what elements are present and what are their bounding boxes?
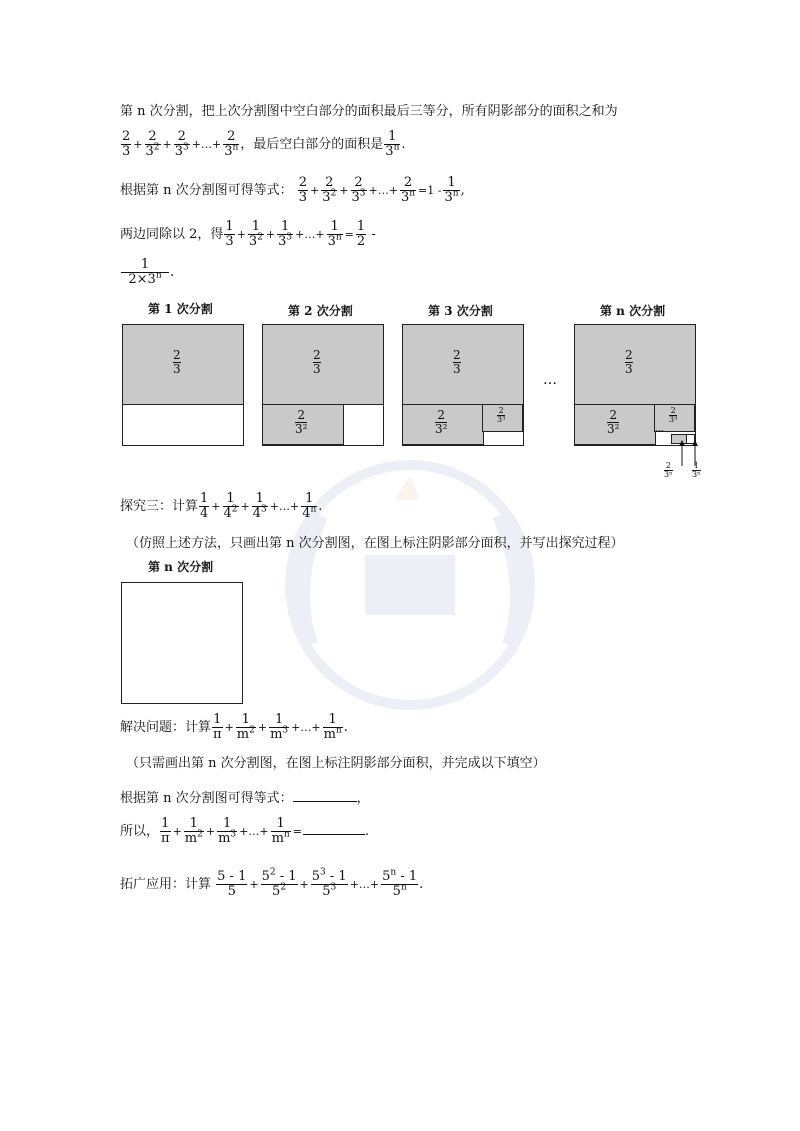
part-n-sum-line: $\frac{2}{3}$ + $\frac{2}{3^2}$ + $\frac{2}{3^3}$ +…+ $\frac{2}{3^n}$ ，最后空白部分的面积是 $\frac{1}{3^n}$ . [122,129,406,159]
explore3-instruction: （仿照上述方法，只画出第 n 次分割图，在图上标注阴影部分面积，并写出探究过程） [126,536,624,551]
fraction-2-3n: $\frac{2}{3^n}$ [224,129,239,159]
shaded-region [122,324,244,405]
equation-intro: 根据第 n 次分割图可得等式： [120,183,293,198]
explore3-figure-title: 第 n 次分割 [148,560,214,574]
remaining-text: ，最后空白部分的面积是 [240,137,384,152]
figure-title-1: 第 1 次分割 [148,302,213,316]
equation-line: 根据第 n 次分割图可得等式： $\frac{2}{3}$ + $\frac{2}{3^2}$ + $\frac{2}{3^3}$ +…+ $\frac{2}{3^n}$ =1 - $\frac{1}{3^n}$ , [120,175,465,205]
solve-equation-line: 根据第 n 次分割图可得等式： ， [120,791,370,806]
figure-1 [122,324,244,446]
label-2-3n: 2 3ⁿ [664,461,673,479]
so-blank[interactable] [303,822,365,835]
figure-3: 2 3 2 3² 2 3³ [402,324,524,446]
watermark-logo [270,445,550,725]
fraction-2-3cube: $\frac{2}{3^3}$ [174,129,189,159]
divide-text: 两边同除以 2，得 [120,227,224,242]
explore3-blank-square[interactable] [121,582,243,704]
extend-line: 拓广应用：计算 $\frac{5 - 1}{5}$ + $\frac{5^2 - 1}{5^2}$ + $\frac{5^3 - 1}{5^3}$ +…+ $\frac{5^n - 1}{5^n}$ . [120,867,424,899]
solve-line: 解决问题：计算 $\frac{1}{\pi}$ + $\frac{1}{m^2}$ + $\frac{1}{m^3}$ +…+ $\frac{1}{m^n}$ . [120,712,348,742]
label-2-3: 2 3 [173,348,181,376]
figure-title-3: 第 3 次分割 [428,304,493,318]
equation-blank[interactable] [293,789,357,802]
divide-line: 两边同除以 2，得 $\frac{1}{3}$ + $\frac{1}{3^2}$ + $\frac{1}{3^3}$ +…+ $\frac{1}{3^n}$ = $\frac{1}{2}$ - [120,219,376,249]
divide-line-cont: $\frac{1}{2\times 3^n}$ . [120,258,174,287]
inner-dots: … [655,425,664,435]
figure-2: 2 3 2 3² [262,324,384,446]
figure-ellipsis: … [543,372,557,388]
fraction-2-3: $\frac{2}{3}$ [122,129,131,159]
figure-title-n: 第 n 次分割 [600,304,666,318]
fraction-2-3sq: $\frac{2}{3^2}$ [145,129,160,159]
explore3-line: 探究三：计算 $\frac{1}{4}$ + $\frac{1}{4^2}$ + $\frac{1}{4^3}$ +…+ $\frac{1}{4^n}$ . [120,491,323,521]
solve-instruction: （只需画出第 n 次分割图，在图上标注阴影部分面积，并完成以下填空） [126,756,546,771]
part-n-line1: 第 n 次分割，把上次分割图中空白部分的面积最后三等分，所有阴影部分的面积之和为 [120,104,618,119]
solve-so-line: 所以， $\frac{1}{\pi}$ + $\frac{1}{m^2}$ + $\frac{1}{m^3}$ +…+ $\frac{1}{m^n}$ = . [120,816,370,846]
figure-n: 2 3 2 3² 2 3³ … [574,324,696,446]
minus-text: - [371,227,376,242]
label-1-3n: 1 3ⁿ [692,461,701,479]
figure-title-2: 第 2 次分割 [288,304,353,318]
fraction-1-3n: $\frac{1}{3^n}$ [385,129,400,159]
